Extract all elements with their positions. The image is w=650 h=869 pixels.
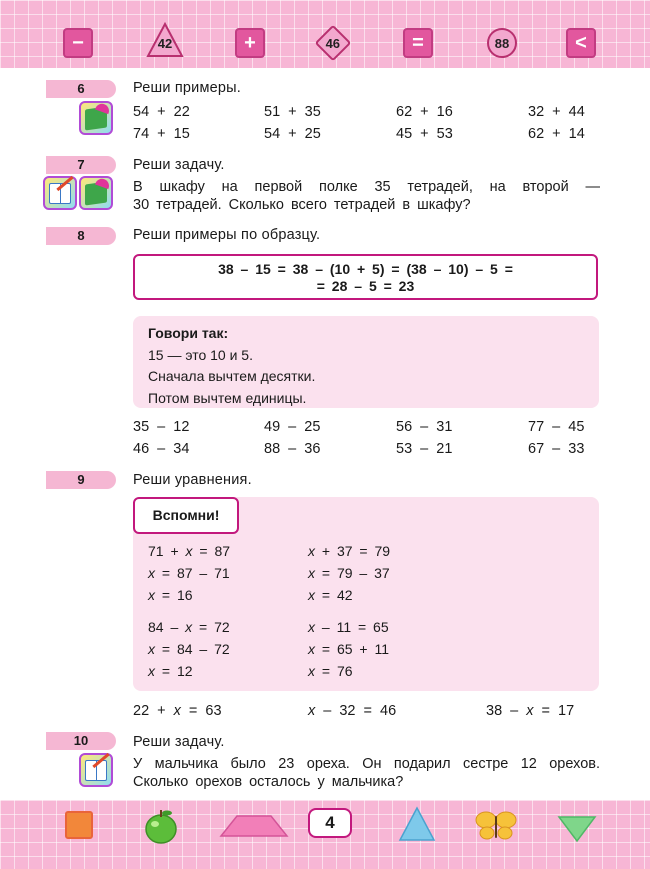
book-pencil-icon [43, 176, 77, 210]
exercise-title: Реши примеры. [133, 80, 242, 96]
equation-line: x – 11 = 65 [308, 619, 389, 635]
page-number: 4 [308, 808, 352, 838]
green-apple-icon [143, 807, 179, 845]
remember-label: Вспомни! [133, 497, 239, 534]
say-line: Потом вычтем единицы. [148, 389, 307, 406]
math-example: 49 – 25 [264, 419, 321, 435]
task-text-line: В шкафу на первой полке 35 тетрадей, на второй — [133, 179, 600, 195]
math-example: 77 – 45 [528, 419, 585, 435]
equation-line: x = 84 – 72 [148, 641, 230, 657]
equation-line: x = 12 [148, 663, 193, 679]
blue-triangle-icon [398, 806, 436, 842]
exercise-title: Реши задачу. [133, 157, 225, 173]
math-example: 56 – 31 [396, 419, 453, 435]
butterfly-icon [474, 810, 518, 842]
plus-icon: + [235, 28, 265, 58]
say-line: 15 — это 10 и 5. [148, 346, 253, 363]
number-42-icon: 42 [146, 22, 184, 58]
equation-task: x – 32 = 46 [308, 703, 397, 719]
math-example: 62 + 14 [528, 126, 585, 142]
task-text-line: У мальчика было 23 ореха. Он подарил сестре 12 орехов. [133, 756, 600, 772]
equation-line: x = 65 + 11 [308, 641, 390, 657]
exercise-number: 8 [46, 227, 116, 245]
math-example: 46 – 34 [133, 441, 190, 457]
say-box [133, 316, 599, 408]
math-example: 62 + 16 [396, 104, 453, 120]
sample-box [133, 254, 598, 300]
exercise-number: 7 [46, 156, 116, 174]
orange-square-icon [64, 810, 94, 840]
number-46-icon: 46 [315, 25, 352, 62]
task-text-line: 30 тетрадей. Сколько всего тетрадей в шкафу? [133, 197, 471, 213]
math-example: 74 + 15 [133, 126, 190, 142]
math-example: 54 + 25 [264, 126, 321, 142]
equation-line: x = 16 [148, 587, 193, 603]
pink-trapezoid-icon [219, 814, 289, 838]
lamp-icon [79, 176, 113, 210]
math-example: 67 – 33 [528, 441, 585, 457]
minus-icon: − [63, 28, 93, 58]
equation-line: x = 79 – 37 [308, 565, 390, 581]
equation-line: x + 37 = 79 [308, 543, 391, 559]
equation-line: x = 76 [308, 663, 353, 679]
exercise-title: Реши примеры по образцу. [133, 227, 321, 243]
green-triangle-icon [557, 813, 597, 843]
say-line: Сначала вычтем десятки. [148, 368, 316, 384]
number-88-icon: 88 [487, 28, 517, 58]
math-example: 54 + 22 [133, 104, 190, 120]
exercise-title: Реши задачу. [133, 734, 225, 750]
equation-task: 38 – x = 17 [486, 703, 575, 719]
equation-line: x = 87 – 71 [148, 565, 230, 581]
exercise-number: 6 [46, 80, 116, 98]
equation-line: x = 42 [308, 587, 353, 603]
equation-line: 84 – x = 72 [148, 619, 230, 635]
math-example: 53 – 21 [396, 441, 453, 457]
say-heading: Говори так: [148, 325, 229, 341]
sample-line: 38 – 15 = 38 – (10 + 5) = (38 – 10) – 5 = [218, 261, 513, 277]
exercise-title: Реши уравнения. [133, 472, 252, 488]
equals-icon: = [403, 28, 433, 58]
math-example: 35 – 12 [133, 419, 190, 435]
math-example: 51 + 35 [264, 104, 321, 120]
task-text-line: Сколько орехов осталось у мальчика? [133, 774, 404, 790]
book-pencil-icon [79, 753, 113, 787]
less-than-icon: < [566, 28, 596, 58]
math-example: 32 + 44 [528, 104, 585, 120]
math-example: 88 – 36 [264, 441, 321, 457]
math-example: 45 + 53 [396, 126, 453, 142]
exercise-number: 9 [46, 471, 116, 489]
equation-task: 22 + x = 63 [133, 703, 222, 719]
equation-line: 71 + x = 87 [148, 543, 231, 559]
lamp-icon [79, 101, 113, 135]
sample-line: = 28 – 5 = 23 [316, 278, 415, 294]
exercise-number: 10 [46, 732, 116, 750]
